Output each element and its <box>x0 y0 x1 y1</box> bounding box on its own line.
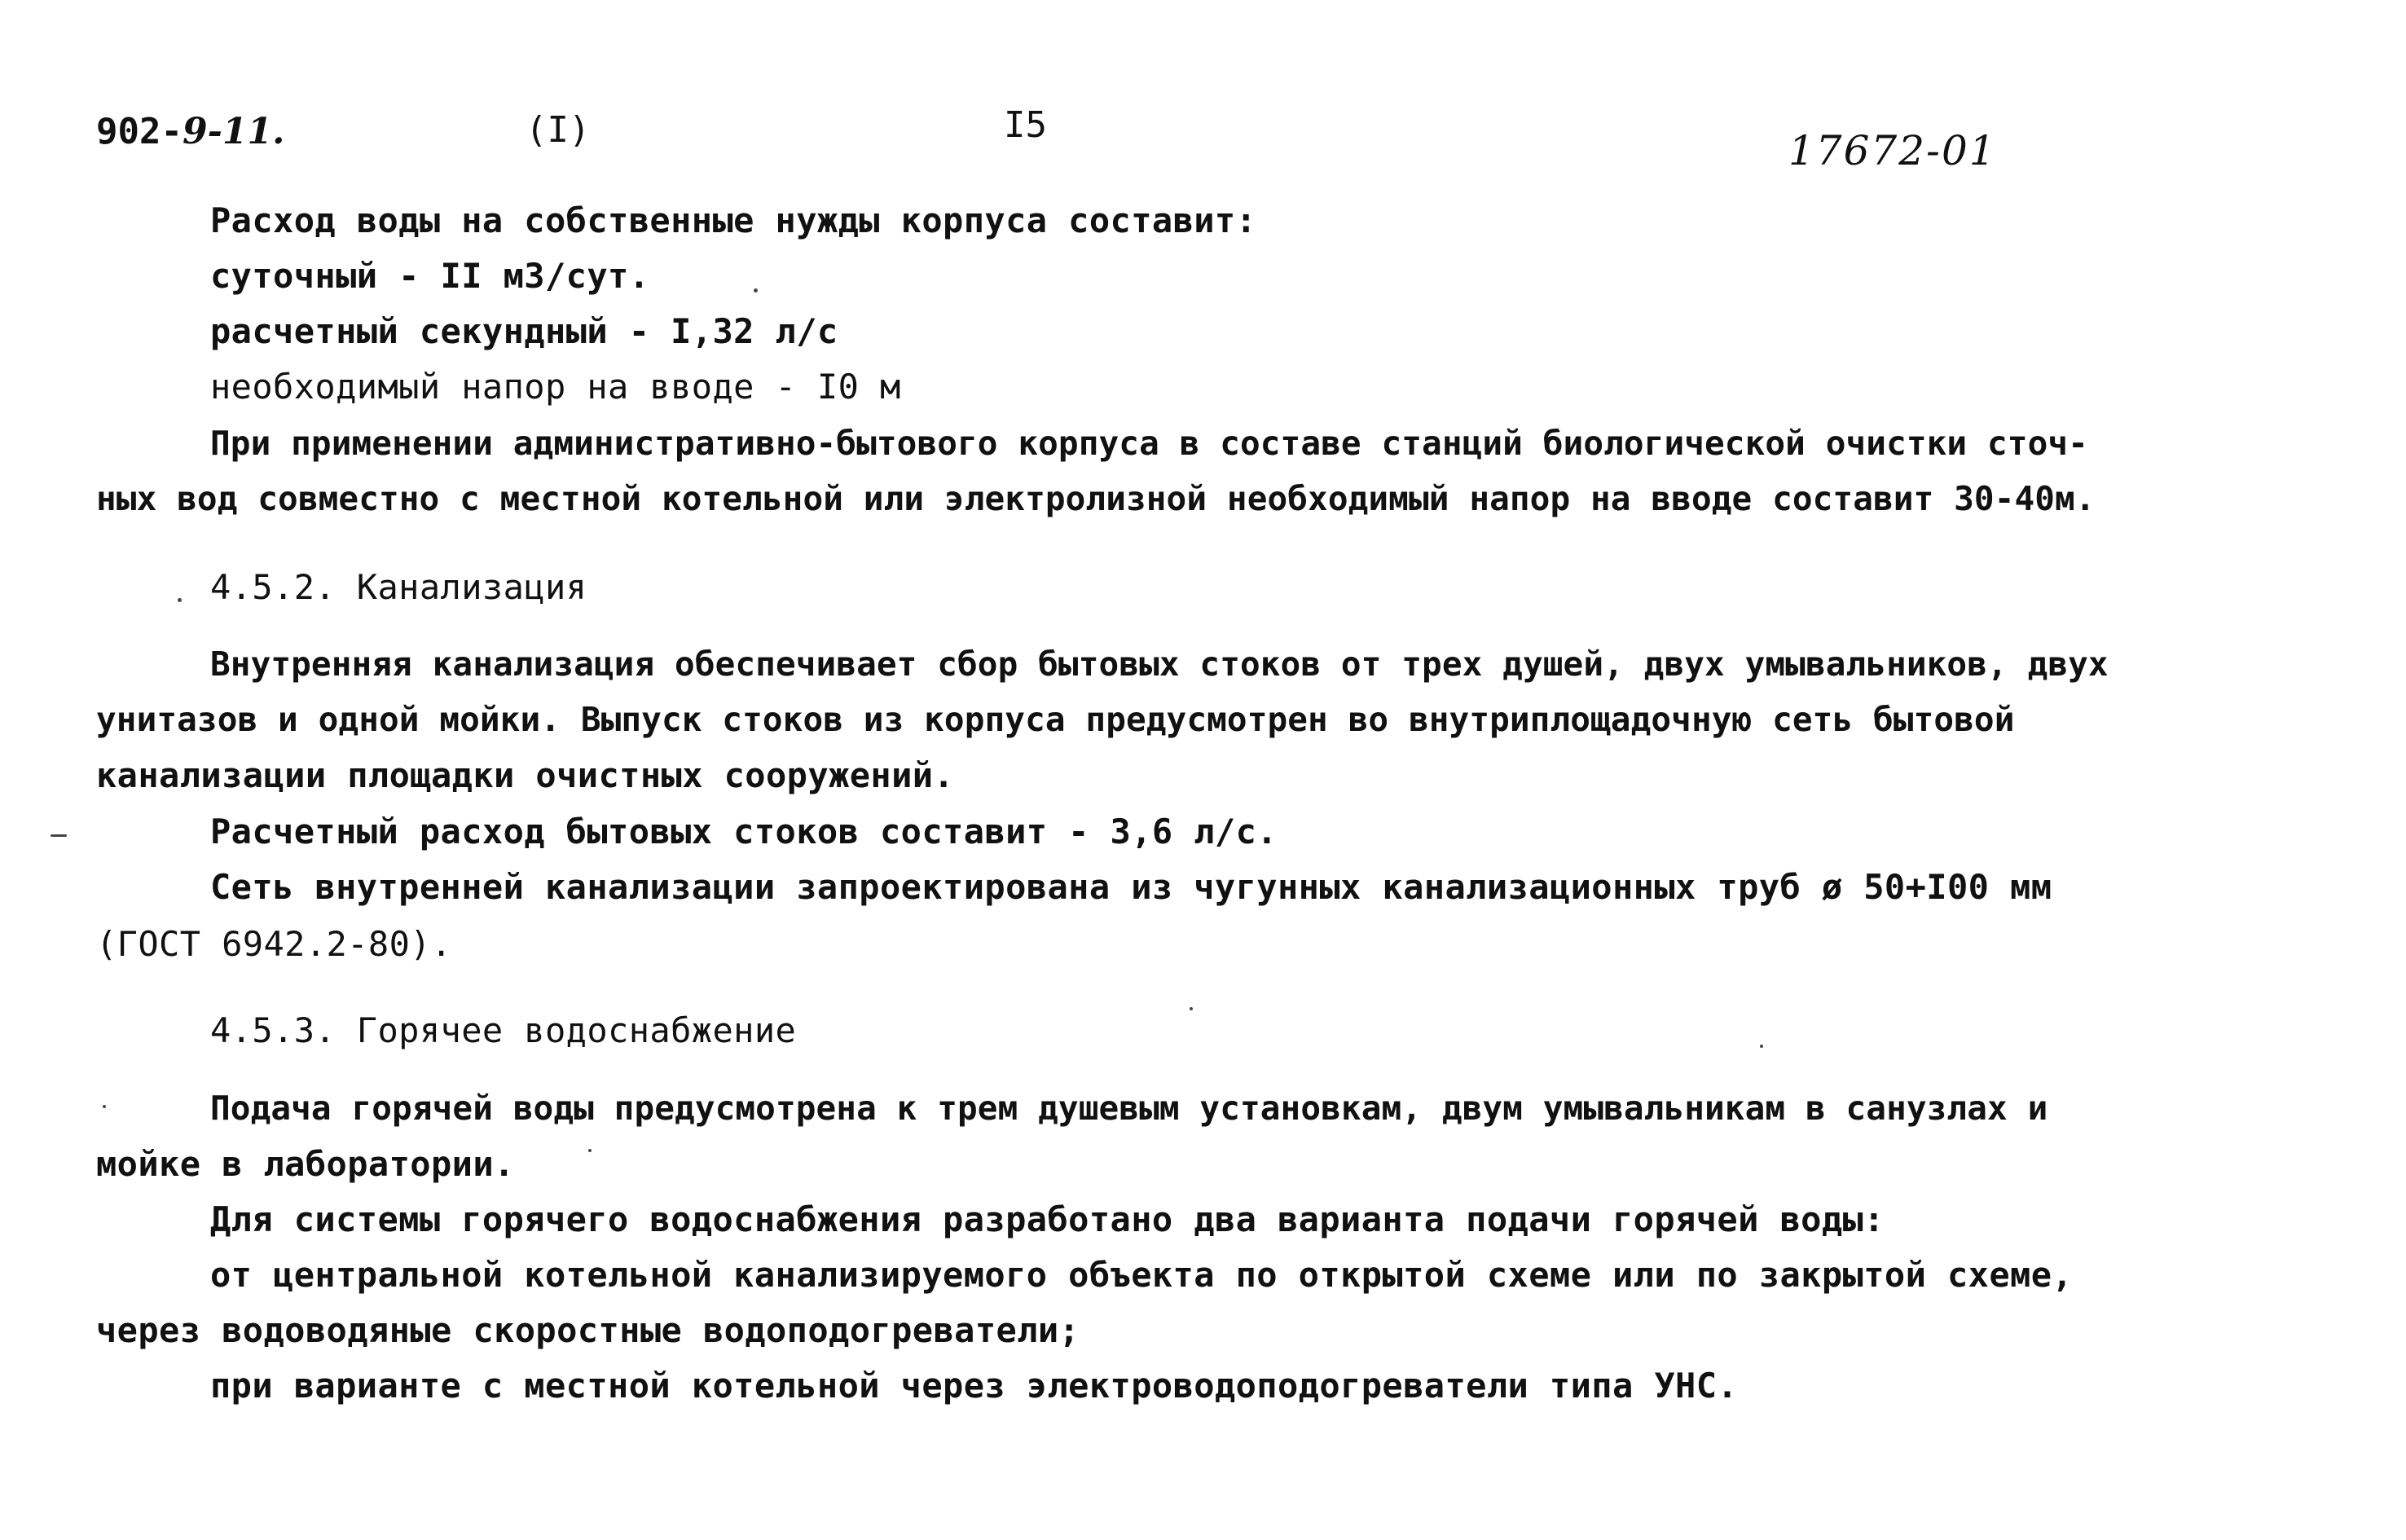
paragraph-line: Для системы горячего водоснабжения разработано два варианта подачи горячей воды: <box>210 1199 1885 1239</box>
document-code-printed: 902- <box>96 111 183 152</box>
scan-speck <box>1760 1045 1763 1048</box>
paragraph-line: от центральной котельной канализируемого объекта по открытой схеме или по закрытой схеме, <box>210 1255 2074 1295</box>
paragraph-line: необходимый напор на вводе - I0 м <box>210 367 901 407</box>
paragraph-line: Сеть внутренней канализации запроектирована из чугунных канализационных труб ø 50+I00 мм <box>210 867 2052 907</box>
paragraph-line: расчетный секундный - I,32 л/с <box>210 311 838 351</box>
paragraph-line: При применении административно-бытового корпуса в составе станций биологической очистки сточ- <box>210 424 2088 463</box>
paragraph-line: Расчетный расход бытовых стоков составит - 3,6 л/с. <box>210 812 1278 851</box>
paragraph-line: Подача горячей воды предусмотрена к трем душевым установкам, двум умывальникам в санузлах и <box>210 1089 2048 1128</box>
paragraph-line: Расход воды на собственные нужды корпуса составит: <box>210 200 1257 240</box>
section-heading: 4.5.2. Канализация <box>210 567 587 607</box>
scan-speck <box>178 598 182 602</box>
paragraph-line: при варианте с местной котельной через электроводоподогреватели типа УНС. <box>210 1366 1739 1406</box>
paragraph-line: через водоводяные скоростные водоподогреватели; <box>96 1310 1080 1350</box>
paragraph-line: суточный - II м3/сут. <box>210 256 650 296</box>
paragraph-line: (ГОСТ 6942.2-80). <box>96 924 452 964</box>
paragraph-line: ных вод совместно с местной котельной или электролизной необходимый напор на вводе составит 30-40м. <box>96 479 2096 518</box>
scan-speck <box>588 1149 592 1152</box>
document-code-handwritten: 9-11. <box>182 111 285 152</box>
archive-number-handwritten: 17672-01 <box>1788 127 1997 174</box>
part-number: (I) <box>526 109 591 151</box>
document-code <box>96 111 285 152</box>
paragraph-line: канализации площадки очистных сооружений. <box>96 755 955 795</box>
scan-speck <box>1190 1007 1193 1010</box>
paragraph-line: унитазов и одной мойки. Выпуск стоков из корпуса предусмотрен во внутриплощадочную сеть бытовой <box>96 700 2015 739</box>
page-number: I5 <box>1004 104 1047 146</box>
scan-speck <box>754 288 758 293</box>
paragraph-line: Внутренняя канализация обеспечивает сбор бытовых стоков от трех душей, двух умывальников, двух <box>210 645 2109 684</box>
scan-speck <box>103 1105 106 1108</box>
scan-speck <box>51 834 67 837</box>
paragraph-line: мойке в лаборатории. <box>96 1144 515 1184</box>
section-heading: 4.5.3. Горячее водоснабжение <box>210 1010 797 1050</box>
